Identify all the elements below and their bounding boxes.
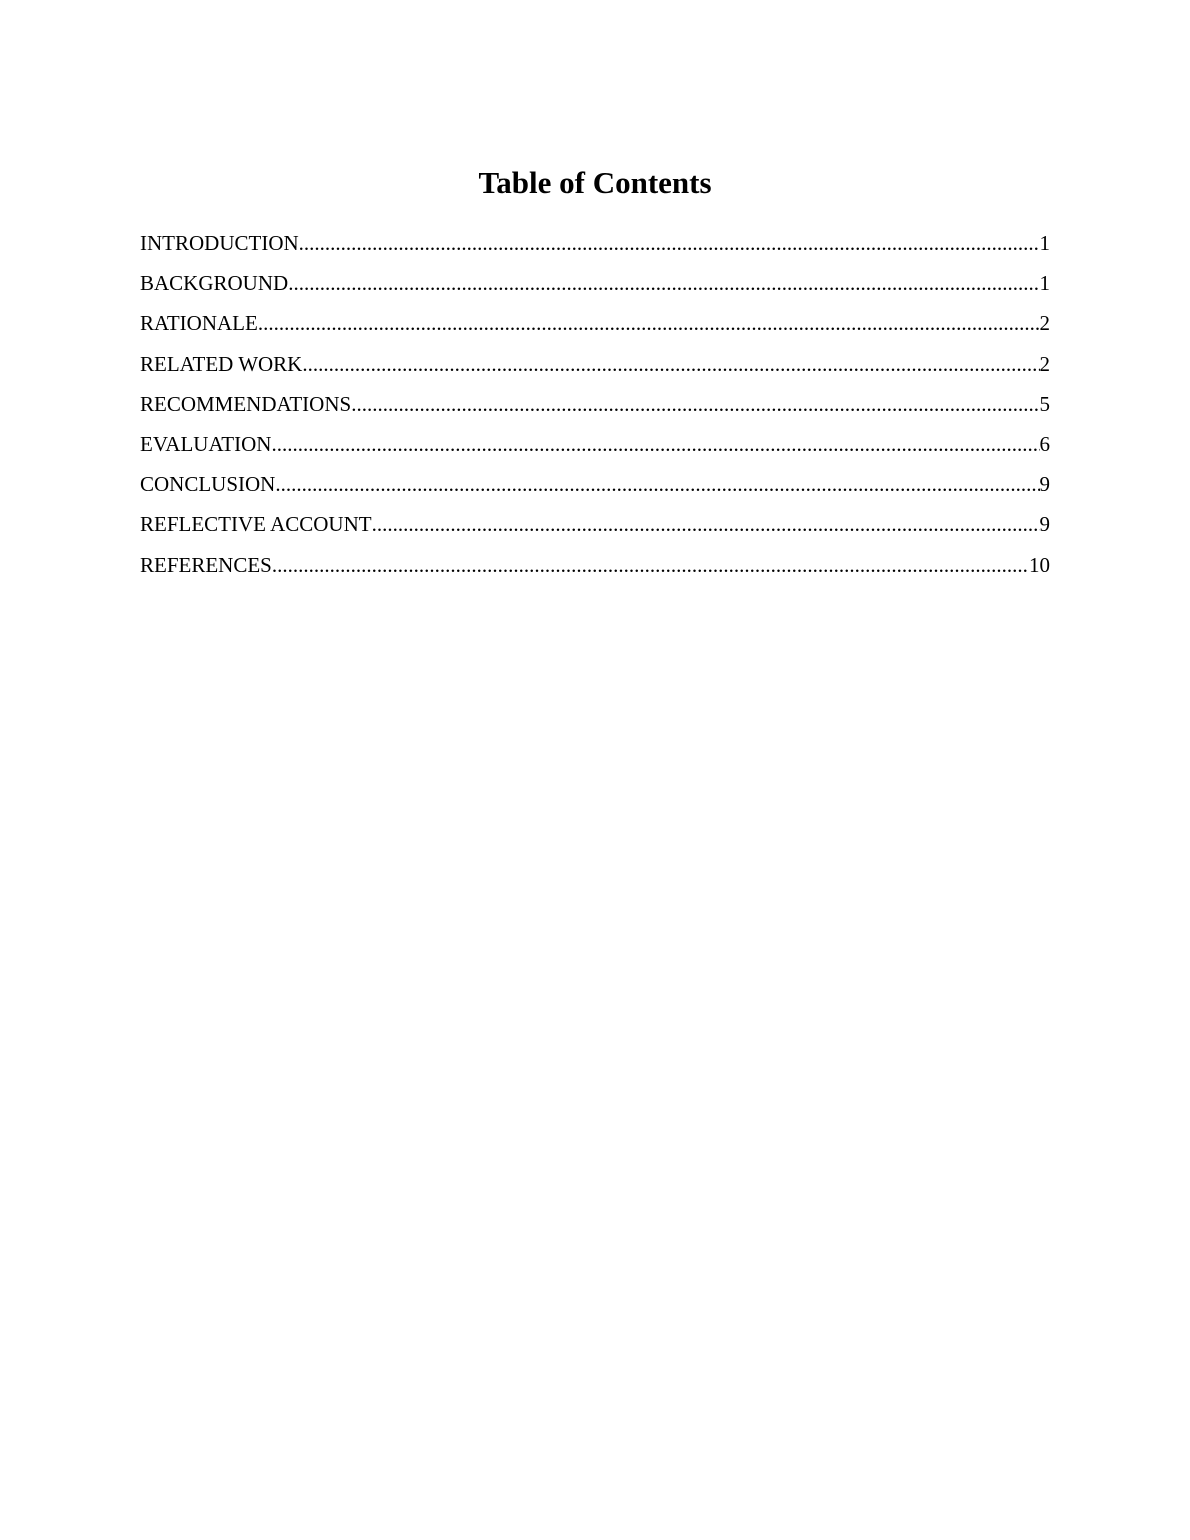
- toc-entry-label: RATIONALE: [140, 311, 258, 336]
- toc-title: Table of Contents: [478, 165, 712, 200]
- toc-entry-label: REFLECTIVE ACCOUNT: [140, 512, 372, 537]
- toc-dot-leader: [288, 270, 1039, 296]
- toc-entry-label: CONCLUSION: [140, 472, 276, 497]
- toc-entry-background[interactable]: [140, 270, 1050, 310]
- toc-entry-recommendations[interactable]: [140, 391, 1050, 431]
- toc-entry-conclusion[interactable]: [140, 471, 1050, 511]
- toc-entry-label: RECOMMENDATIONS: [140, 391, 352, 416]
- toc-entry-page: 10: [1029, 552, 1050, 577]
- toc-entry-label: RELATED WORK: [140, 351, 303, 376]
- toc-dot-leader: [271, 431, 1039, 457]
- toc-entry-page: 1: [1039, 231, 1050, 255]
- toc-entry-rationale[interactable]: [140, 310, 1050, 350]
- toc-entry-evaluation[interactable]: [140, 431, 1050, 471]
- toc-entry-label: EVALUATION: [140, 431, 272, 456]
- toc-entry-label: INTRODUCTION: [140, 231, 299, 255]
- toc-entry-references[interactable]: [140, 552, 1050, 592]
- toc-dot-leader: [351, 391, 1039, 417]
- toc-dot-leader: [302, 351, 1039, 377]
- toc-entry-introduction[interactable]: [140, 230, 1050, 270]
- toc-entry-related-work[interactable]: [140, 351, 1050, 391]
- toc-entry-page: 1: [1039, 271, 1050, 296]
- toc-dot-leader: [372, 511, 1040, 537]
- toc-entry-page: 5: [1039, 391, 1050, 416]
- toc-entry-page: 6: [1039, 431, 1050, 456]
- toc-entry-page: 2: [1039, 351, 1050, 376]
- toc-entry-page: 2: [1039, 311, 1050, 336]
- toc-entry-reflective-account[interactable]: [140, 511, 1050, 551]
- toc-entry-label: BACKGROUND: [140, 271, 289, 296]
- toc-entry-page: 9: [1039, 512, 1050, 537]
- toc-dot-leader: [299, 230, 1040, 256]
- toc-dot-leader: [275, 471, 1039, 497]
- toc-entry-label: REFERENCES: [140, 552, 272, 577]
- toc-dot-leader: [272, 552, 1029, 578]
- toc-list: [140, 230, 1050, 592]
- toc-dot-leader: [258, 310, 1040, 336]
- toc-entry-page: 9: [1039, 472, 1050, 497]
